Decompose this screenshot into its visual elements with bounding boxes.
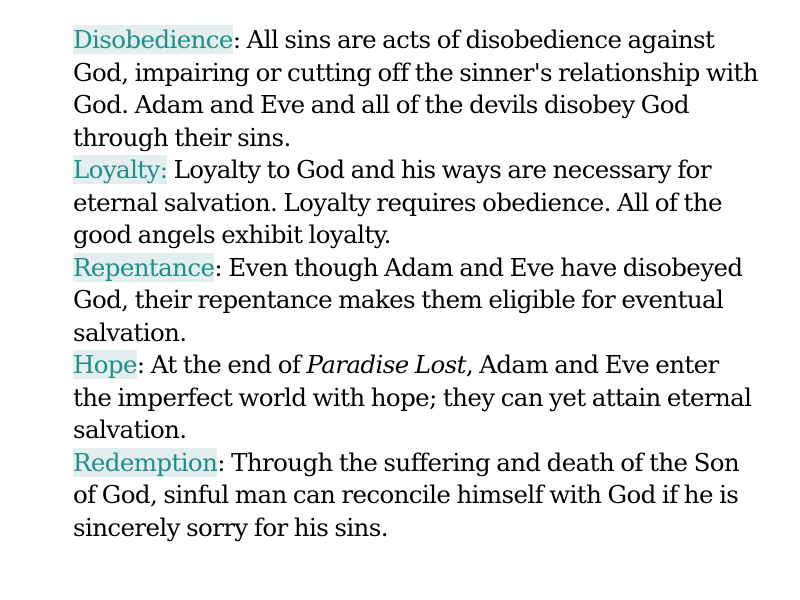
term-hope: Hope: [73, 350, 137, 379]
term-repentance: Repentance: [73, 252, 215, 282]
book-title-emphasis: Paradise Lost: [306, 350, 466, 379]
term-redemption: Redemption: [73, 447, 218, 477]
definition-text: Through the suffering and death of the Son of God, sinful man can reconcile himself with God if he is sincerely sorry for his sins.: [73, 447, 740, 542]
entry-repentance: [73, 252, 763, 350]
definition-text: Loyalty to God and his ways are necessary for eternal salvation. Loyalty requires obedience. All of the good angels exhibit loyalty.: [73, 155, 722, 249]
entry-redemption: [73, 447, 763, 545]
definition-text: All sins are acts of disobedience against God, impairing or cutting off the sinner's relationship with God. Adam and Eve and all of the devils disobey God through their sins.: [73, 25, 758, 152]
term-separator: :: [232, 25, 241, 54]
entry-hope: [73, 349, 763, 447]
definition-text-after: , Adam and Eve enter the imperfect world with hope; they can yet attain eternal salvation.: [73, 350, 752, 444]
entry-loyalty: [73, 154, 763, 252]
term-separator: :: [217, 447, 225, 477]
entry-disobedience: [73, 24, 763, 154]
definition-text-before: At the end of: [144, 350, 307, 379]
term-loyalty: Loyalty:: [73, 155, 168, 184]
term-disobedience: Disobedience: [73, 25, 233, 54]
slide-body: [73, 24, 763, 544]
definition-text: Even though Adam and Eve have disobeyed God, their repentance makes them eligible for eventual salvation.: [73, 252, 743, 347]
term-separator: :: [214, 252, 223, 282]
term-separator: :: [136, 350, 145, 379]
